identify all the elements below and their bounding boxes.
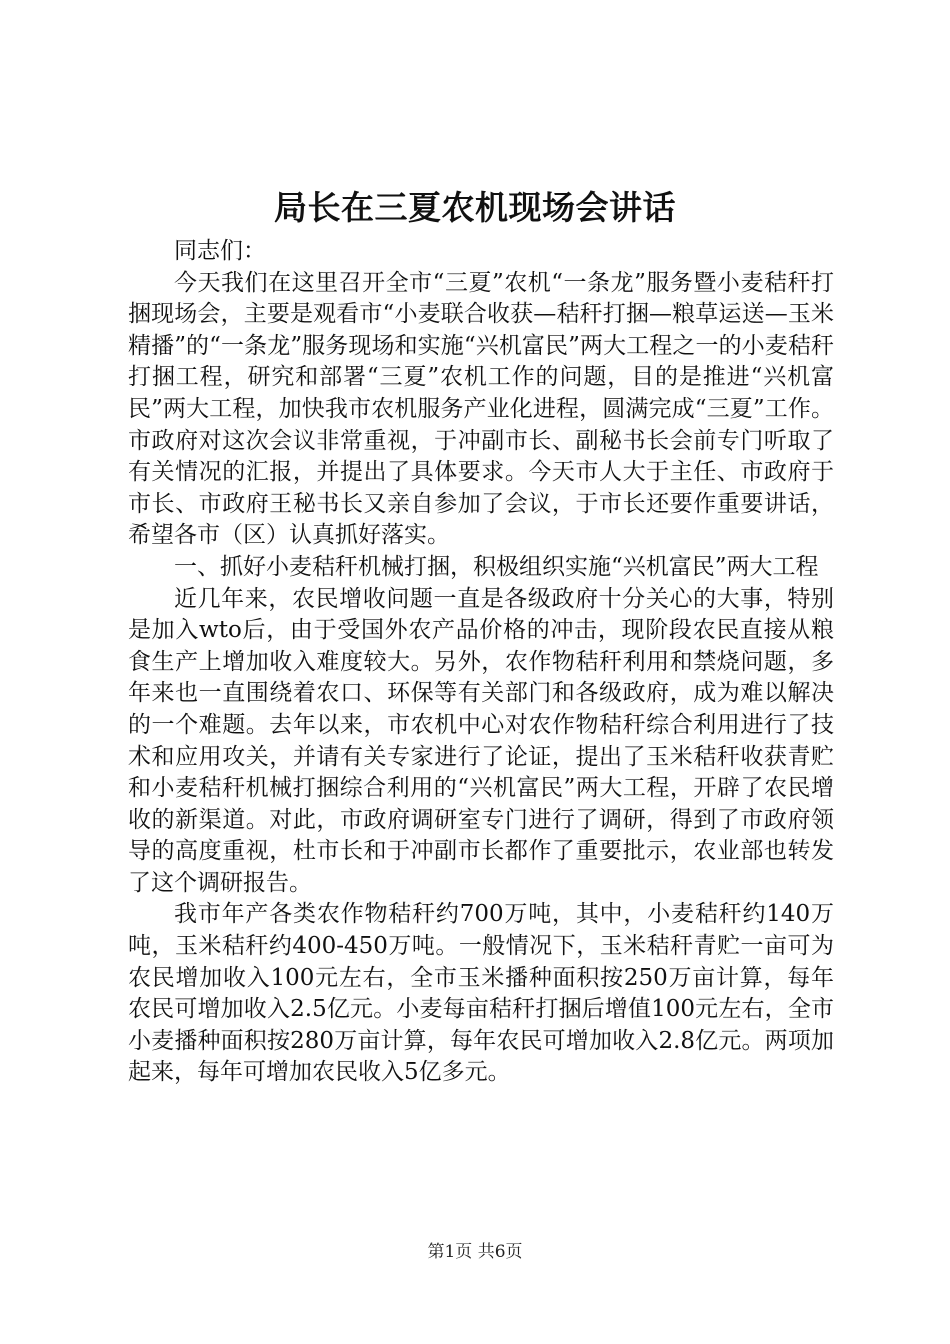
paragraph-intro: 今天我们在这里召开全市“三夏”农机“一条龙”服务暨小麦秸秆打捆现场会，主要是观看市“小麦联合收获—秸秆打捆—粮草运送—玉米精播”的“一条龙”服务现场和实施“兴机富民”两大工程之一的小麦秸秆打捆工程，研究和部署“三夏”农机工作的问题，目的是推进“兴机富民”两大工程，加快我市农机服务产业化进程，圆满完成“三夏”工作。市政府对这次会议非常重视，于冲副市长、副秘书长会前专门听取了有关情况的汇报，并提出了具体要求。今天市人大于主任、市政府于市长、市政府王秘书长又亲自参加了会议，于市长还要作重要讲话，希望各市（区）认真抓好落实。 [128, 269, 834, 549]
page-footer: 第1页 共6页 [427, 1242, 523, 1262]
salutation: 同志们： [174, 238, 266, 264]
paragraph-figures: 我市年产各类农作物秸秆约700万吨，其中，小麦秸秆约140万吨，玉米秸秆约400-450万吨。一般情况下，玉米秸秆青贮一亩可为农民增加收入100元左右，全市玉米播种面积按250万亩计算，每年农民可增加收入2.5亿元。小麦每亩秸秆打捆后增值100元左右，全市小麦播种面积按280万亩计算，每年农民可增加收入2.8亿元。两项加起来，每年可增加农民收入5亿多元。 [128, 901, 834, 1086]
document-body [128, 236, 834, 1089]
document-title: 局长在三夏农机现场会讲话 [274, 188, 676, 227]
paragraph-background: 近几年来，农民增收问题一直是各级政府十分关心的大事，特别是加入wto后，由于受国外农产品价格的冲击，现阶段农民直接从粮食生产上增加收入难度较大。另外，农作物秸秆利用和禁烧问题，多年来也一直围绕着农口、环保等有关部门和各级政府，成为难以解决的一个难题。去年以来，市农机中心对农作物秸秆综合利用进行了技术和应用攻关，并请有关专家进行了论证，提出了玉米秸秆收获青贮和小麦秸秆机械打捆综合利用的“兴机富民”两大工程，开辟了农民增收的新渠道。对此，市政府调研室专门进行了调研，得到了市政府领导的高度重视，杜市长和于冲副市长都作了重要批示，农业部也转发了这个调研报告。 [128, 585, 834, 896]
section-heading-1: 一、抓好小麦秸秆机械打捆，积极组织实施“兴机富民”两大工程 [174, 553, 819, 580]
